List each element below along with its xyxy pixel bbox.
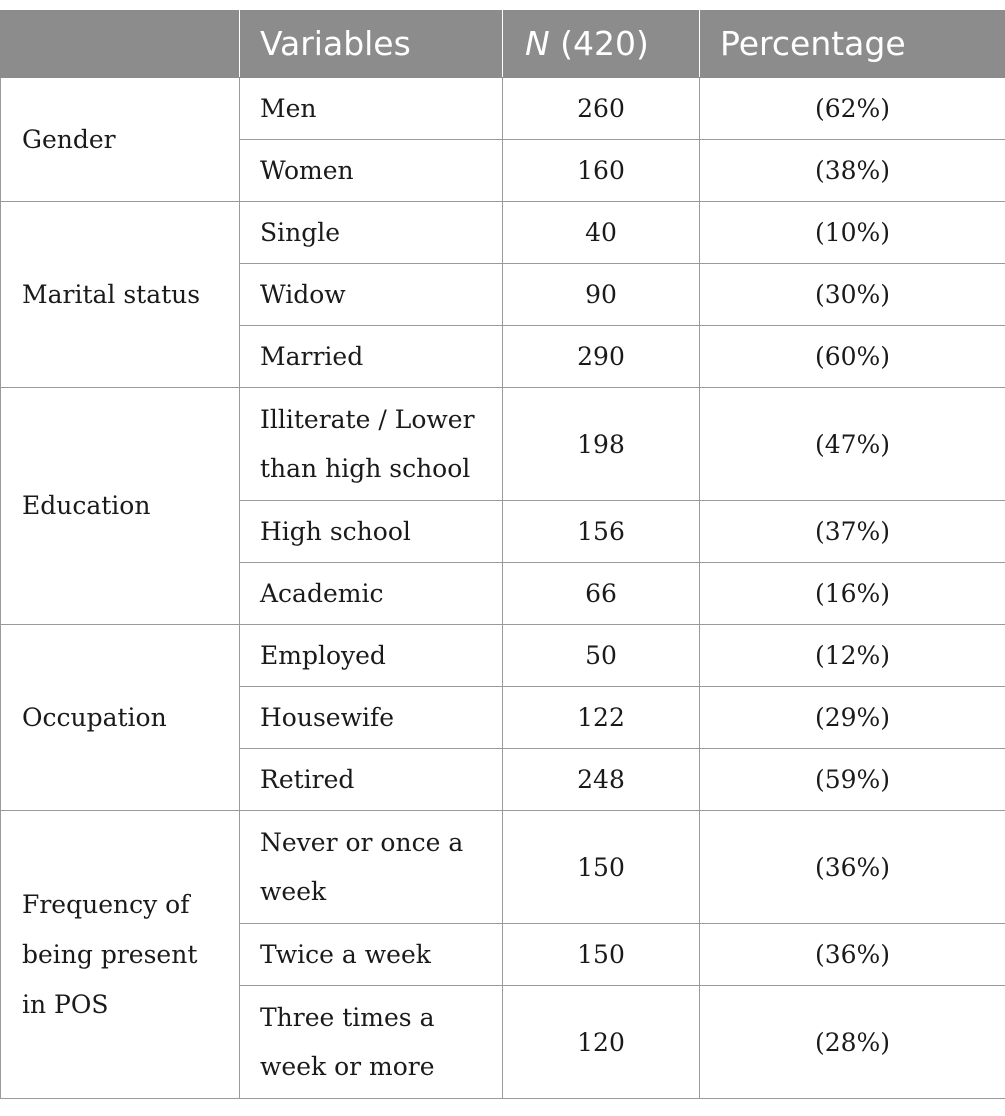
percentage-cell: (12%) [700,625,1005,687]
n-cell: 50 [503,625,700,687]
table-header-row [1,10,1005,78]
n-cell: 66 [503,563,700,625]
percentage-cell: (10%) [700,202,1005,264]
n-cell: 90 [503,264,700,326]
header-blank-cell [1,10,240,78]
table-row [1,202,1005,264]
variable-cell: Employed [240,625,503,687]
n-cell: 198 [503,388,700,501]
n-cell: 150 [503,924,700,986]
table-row [1,625,1005,687]
n-cell: 260 [503,78,700,140]
variable-cell: Illiterate / Lower than high school [240,388,503,501]
percentage-cell: (36%) [700,811,1005,924]
group-label-marital-status: Marital status [1,202,240,388]
variable-cell: Women [240,140,503,202]
variable-cell: Academic [240,563,503,625]
demographics-table [0,9,1005,1099]
variable-cell: Twice a week [240,924,503,986]
variable-cell: Housewife [240,687,503,749]
variable-cell: Three times a week or more [240,986,503,1099]
percentage-cell: (60%) [700,326,1005,388]
percentage-cell: (37%) [700,501,1005,563]
variable-cell: Men [240,78,503,140]
group-label-gender: Gender [1,78,240,202]
variable-cell: Single [240,202,503,264]
n-cell: 248 [503,749,700,811]
percentage-cell: (30%) [700,264,1005,326]
n-cell: 122 [503,687,700,749]
percentage-cell: (47%) [700,388,1005,501]
percentage-cell: (29%) [700,687,1005,749]
percentage-cell: (62%) [700,78,1005,140]
group-label-frequency: Frequency of being present in POS [1,811,240,1099]
n-cell: 40 [503,202,700,264]
variable-cell: Retired [240,749,503,811]
group-label-education: Education [1,388,240,625]
n-cell: 156 [503,501,700,563]
n-cell: 160 [503,140,700,202]
percentage-cell: (59%) [700,749,1005,811]
group-label-occupation: Occupation [1,625,240,811]
n-cell: 290 [503,326,700,388]
percentage-cell: (16%) [700,563,1005,625]
header-n-count: (420) [549,24,649,63]
variable-cell: Married [240,326,503,388]
header-variables: Variables [240,10,503,78]
header-n [503,10,700,78]
percentage-cell: (38%) [700,140,1005,202]
percentage-cell: (36%) [700,924,1005,986]
table-row [1,78,1005,140]
table-row [1,811,1005,924]
n-cell: 120 [503,986,700,1099]
percentage-cell: (28%) [700,986,1005,1099]
header-n-italic: N [525,24,550,63]
n-cell: 150 [503,811,700,924]
variable-cell: Widow [240,264,503,326]
variable-cell: High school [240,501,503,563]
table-row [1,388,1005,501]
variable-cell: Never or once a week [240,811,503,924]
header-percentage: Percentage [700,10,1005,78]
